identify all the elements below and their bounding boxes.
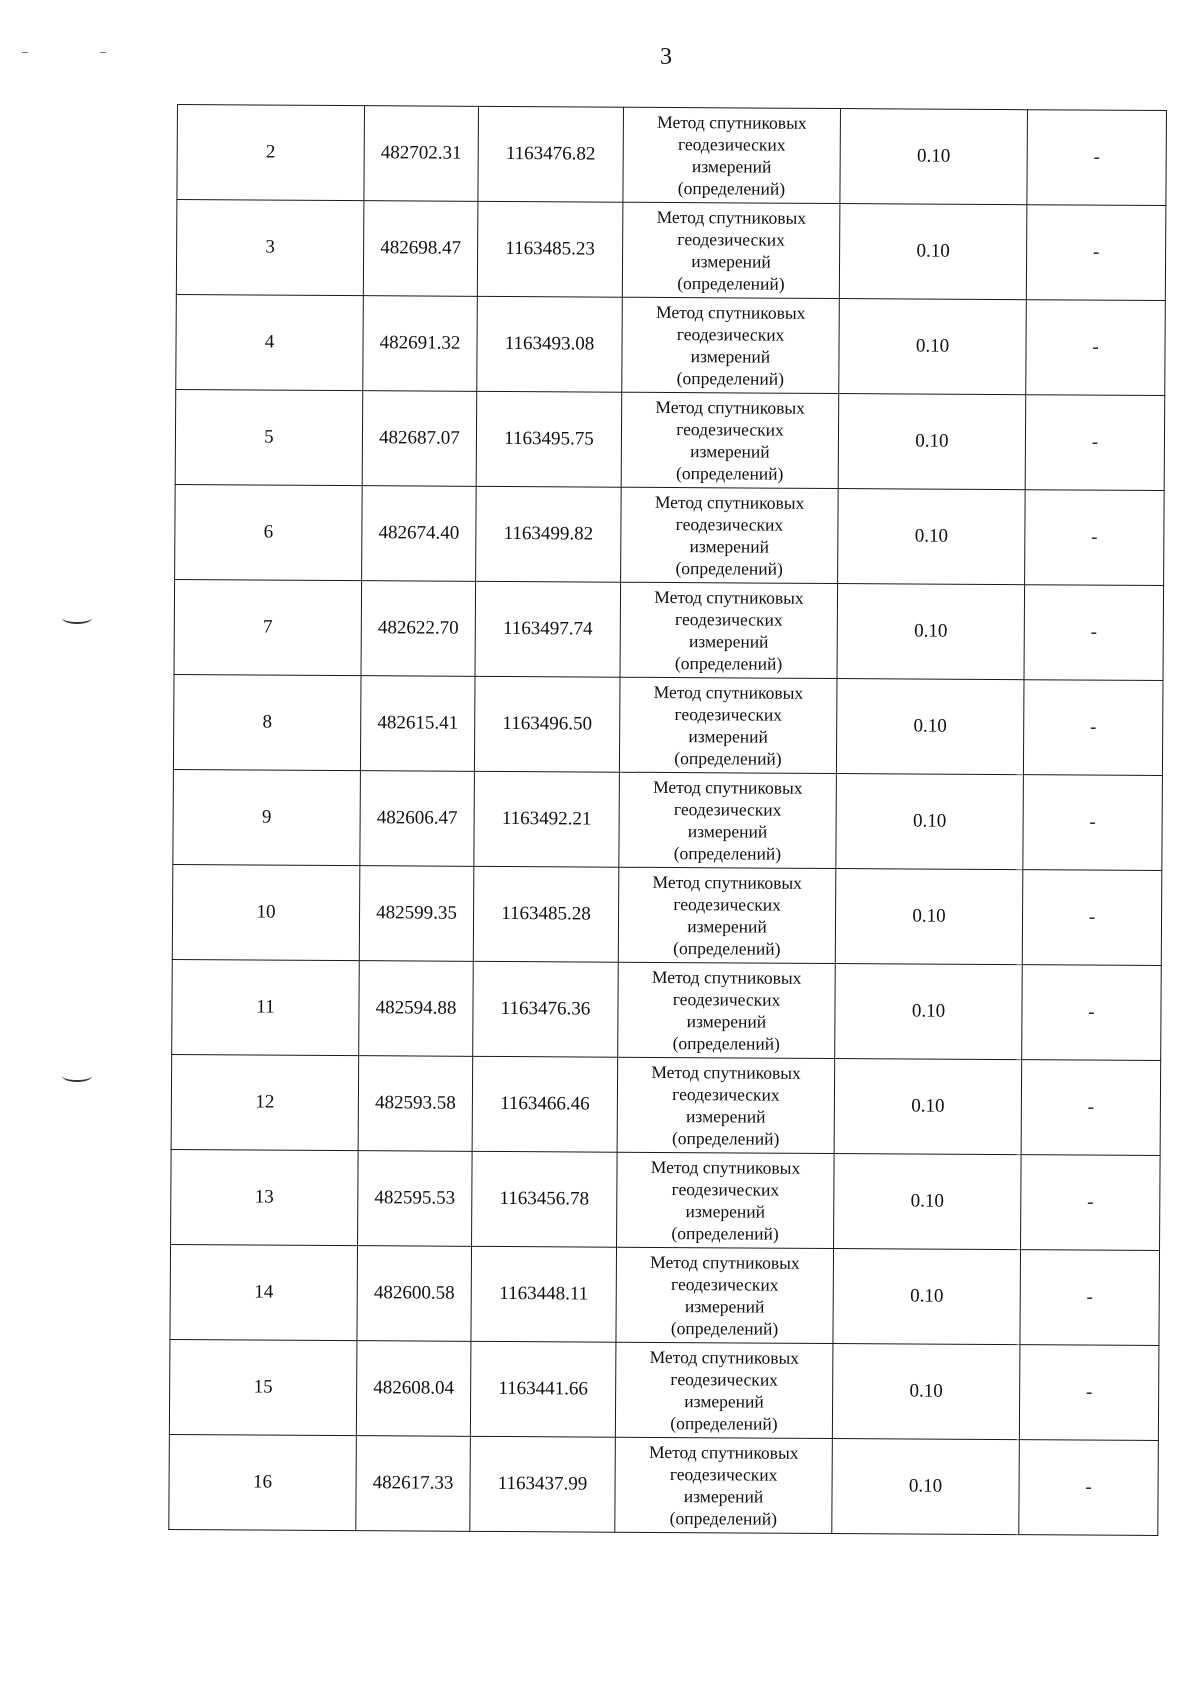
- method-line: Метод спутниковых: [651, 966, 802, 988]
- y-coordinate-cell: 1163485.23: [477, 201, 623, 297]
- table-row: [171, 1054, 1161, 1155]
- note-cell: -: [1023, 680, 1163, 776]
- method-cell: [623, 107, 841, 203]
- method-line: измерений: [688, 631, 769, 652]
- method-line: (определений): [674, 748, 782, 769]
- point-number-cell: 3: [176, 200, 364, 296]
- method-line: Метод спутниковых: [655, 301, 806, 323]
- x-coordinate-cell: 482702.31: [364, 106, 479, 202]
- x-coordinate-cell: 482600.58: [357, 1246, 472, 1342]
- table-row: [169, 1434, 1159, 1535]
- method-line: (определений): [677, 273, 785, 294]
- x-coordinate-cell: 482599.35: [359, 866, 474, 962]
- accuracy-cell: 0.10: [837, 584, 1025, 680]
- accuracy-cell: 0.10: [835, 869, 1023, 965]
- coordinates-table-body: [169, 105, 1167, 1536]
- note-cell: -: [1022, 965, 1162, 1061]
- method-line: (определений): [673, 938, 781, 959]
- method-line: измерений: [690, 346, 771, 367]
- method-line: измерений: [686, 1011, 767, 1032]
- accuracy-cell: 0.10: [835, 964, 1023, 1060]
- x-coordinate-cell: 482594.88: [359, 961, 474, 1057]
- method-line: (определений): [670, 1413, 778, 1434]
- y-coordinate-cell: 1163466.46: [472, 1056, 618, 1152]
- accuracy-cell: 0.10: [836, 774, 1024, 870]
- page-number: 3: [660, 44, 672, 70]
- y-coordinate-cell: 1163437.99: [470, 1436, 616, 1532]
- point-number-cell: 9: [173, 769, 361, 865]
- method-line: (определений): [676, 463, 784, 484]
- method-line: геодезических: [675, 609, 783, 630]
- y-coordinate-cell: 1163476.82: [478, 106, 624, 202]
- method-cell: [617, 1057, 835, 1153]
- table-row: [172, 959, 1162, 1060]
- accuracy-cell: 0.10: [832, 1439, 1020, 1535]
- x-coordinate-cell: 482606.47: [360, 771, 475, 867]
- method-line: (определений): [671, 1128, 780, 1149]
- y-coordinate-cell: 1163493.08: [477, 296, 623, 392]
- method-cell: [616, 1247, 834, 1343]
- x-coordinate-cell: 482617.33: [356, 1436, 471, 1532]
- table-row: [174, 579, 1164, 680]
- method-line: измерений: [689, 536, 770, 557]
- method-line: измерений: [684, 1296, 765, 1317]
- method-line: геодезических: [672, 1084, 780, 1105]
- accuracy-cell: 0.10: [836, 679, 1024, 775]
- method-cell: [622, 297, 840, 393]
- method-line: измерений: [688, 726, 768, 747]
- table-row: [177, 105, 1167, 206]
- y-coordinate-cell: 1163456.78: [472, 1151, 618, 1247]
- point-number-cell: 11: [172, 959, 360, 1055]
- method-line: геодезических: [671, 1179, 780, 1200]
- method-line: геодезических: [676, 419, 784, 440]
- method-cell: [615, 1342, 833, 1438]
- note-cell: -: [1019, 1345, 1159, 1441]
- x-coordinate-cell: 482698.47: [363, 201, 478, 297]
- method-cell: [617, 1152, 835, 1248]
- method-line: (определений): [674, 653, 783, 674]
- method-line: геодезических: [676, 324, 785, 345]
- method-line: геодезических: [672, 989, 781, 1010]
- point-number-cell: 16: [169, 1434, 357, 1530]
- table-row: [170, 1244, 1160, 1345]
- y-coordinate-cell: 1163497.74: [475, 581, 621, 677]
- accuracy-cell: 0.10: [838, 394, 1026, 490]
- table-row: [171, 1149, 1161, 1250]
- note-cell: -: [1024, 585, 1164, 681]
- x-coordinate-cell: 482608.04: [356, 1341, 471, 1437]
- table-row: [176, 200, 1166, 301]
- method-cell: [622, 202, 840, 298]
- note-cell: -: [1026, 205, 1166, 301]
- binding-hole-mark: [62, 612, 92, 624]
- note-cell: -: [1021, 1060, 1161, 1156]
- accuracy-cell: 0.10: [840, 109, 1028, 205]
- table-row: [172, 864, 1162, 965]
- x-coordinate-cell: 482622.70: [361, 581, 476, 677]
- y-coordinate-cell: 1163485.28: [473, 866, 619, 962]
- method-cell: [621, 487, 839, 583]
- point-number-cell: 15: [169, 1339, 357, 1435]
- y-coordinate-cell: 1163496.50: [474, 676, 620, 772]
- method-line: Метод спутниковых: [650, 1251, 800, 1273]
- note-cell: -: [1027, 110, 1167, 206]
- accuracy-cell: 0.10: [839, 204, 1027, 300]
- point-number-cell: 10: [172, 864, 360, 960]
- method-line: (определений): [672, 1033, 780, 1054]
- method-line: Метод спутниковых: [652, 871, 803, 893]
- method-line: геодезических: [675, 514, 784, 535]
- y-coordinate-cell: 1163492.21: [474, 771, 620, 867]
- method-line: Метод спутниковых: [654, 491, 805, 513]
- accuracy-cell: 0.10: [834, 1059, 1022, 1155]
- method-line: Метод спутниковых: [651, 1061, 801, 1083]
- method-line: (определений): [670, 1318, 779, 1339]
- y-coordinate-cell: 1163448.11: [471, 1246, 617, 1342]
- method-cell: [618, 867, 836, 963]
- note-cell: -: [1022, 870, 1162, 966]
- note-cell: -: [1025, 395, 1165, 491]
- method-line: измерений: [686, 1106, 766, 1127]
- note-cell: -: [1020, 1250, 1160, 1346]
- accuracy-cell: 0.10: [834, 1154, 1022, 1250]
- accuracy-cell: 0.10: [838, 489, 1026, 585]
- method-line: (определений): [669, 1508, 778, 1529]
- method-line: (определений): [673, 843, 782, 864]
- table-row: [169, 1339, 1159, 1440]
- method-cell: [619, 677, 837, 773]
- note-cell: -: [1023, 775, 1163, 871]
- table-row: [173, 674, 1163, 775]
- method-cell: [619, 772, 837, 868]
- point-number-cell: 5: [175, 389, 363, 485]
- point-number-cell: 12: [171, 1054, 359, 1150]
- x-coordinate-cell: 482691.32: [363, 296, 478, 392]
- x-coordinate-cell: 482595.53: [358, 1151, 473, 1247]
- method-line: измерений: [691, 156, 772, 177]
- accuracy-cell: 0.10: [839, 299, 1027, 395]
- method-line: (определений): [671, 1223, 779, 1244]
- y-coordinate-cell: 1163476.36: [473, 961, 619, 1057]
- method-cell: [615, 1437, 833, 1533]
- note-cell: -: [1026, 300, 1166, 396]
- method-line: геодезических: [674, 704, 783, 725]
- table-row: [175, 484, 1165, 585]
- method-cell: [621, 392, 839, 488]
- method-line: геодезических: [673, 799, 782, 820]
- method-line: Метод спутниковых: [654, 586, 804, 608]
- method-line: Метод спутниковых: [655, 396, 805, 418]
- method-line: геодезических: [669, 1464, 778, 1485]
- coordinates-table: [168, 104, 1167, 1536]
- method-line: геодезических: [673, 894, 781, 915]
- binding-hole-mark: [62, 1070, 92, 1082]
- x-coordinate-cell: 482674.40: [362, 486, 477, 582]
- scan-artifact: [22, 52, 28, 53]
- method-line: (определений): [675, 558, 783, 579]
- point-number-cell: 8: [173, 674, 361, 770]
- note-cell: -: [1021, 1155, 1161, 1251]
- method-line: измерений: [684, 1391, 764, 1412]
- note-cell: -: [1025, 490, 1165, 586]
- method-cell: [620, 582, 838, 678]
- method-line: (определений): [676, 368, 785, 389]
- method-cell: [618, 962, 836, 1058]
- y-coordinate-cell: 1163441.66: [470, 1341, 616, 1437]
- x-coordinate-cell: 482615.41: [360, 676, 475, 772]
- point-number-cell: 2: [177, 105, 365, 201]
- accuracy-cell: 0.10: [833, 1249, 1021, 1345]
- method-line: измерений: [687, 821, 768, 842]
- method-line: измерений: [683, 1486, 764, 1507]
- method-line: геодезических: [670, 1369, 779, 1390]
- table-row: [175, 389, 1165, 490]
- method-line: геодезических: [670, 1274, 779, 1295]
- method-line: Метод спутниковых: [649, 1346, 800, 1368]
- method-line: (определений): [677, 178, 786, 199]
- method-line: измерений: [690, 441, 770, 462]
- point-number-cell: 14: [170, 1244, 358, 1340]
- method-line: Метод спутниковых: [650, 1156, 801, 1178]
- x-coordinate-cell: 482593.58: [358, 1056, 473, 1152]
- x-coordinate-cell: 482687.07: [362, 391, 477, 487]
- method-line: Метод спутниковых: [656, 206, 807, 228]
- accuracy-cell: 0.10: [832, 1344, 1020, 1440]
- y-coordinate-cell: 1163499.82: [476, 486, 622, 582]
- y-coordinate-cell: 1163495.75: [476, 391, 622, 487]
- note-cell: -: [1019, 1440, 1159, 1536]
- method-line: Метод спутниковых: [657, 111, 807, 133]
- point-number-cell: 13: [171, 1149, 359, 1245]
- method-line: измерений: [691, 251, 771, 272]
- method-line: Метод спутниковых: [653, 776, 803, 798]
- table-row: [176, 294, 1166, 395]
- table-row: [173, 769, 1163, 870]
- method-line: Метод спутниковых: [653, 681, 804, 703]
- method-line: измерений: [685, 1201, 766, 1222]
- point-number-cell: 4: [176, 294, 364, 390]
- point-number-cell: 6: [175, 484, 363, 580]
- method-line: геодезических: [677, 134, 786, 155]
- method-line: геодезических: [677, 229, 785, 250]
- point-number-cell: 7: [174, 579, 362, 675]
- method-line: измерений: [687, 916, 767, 937]
- method-line: Метод спутниковых: [648, 1441, 799, 1463]
